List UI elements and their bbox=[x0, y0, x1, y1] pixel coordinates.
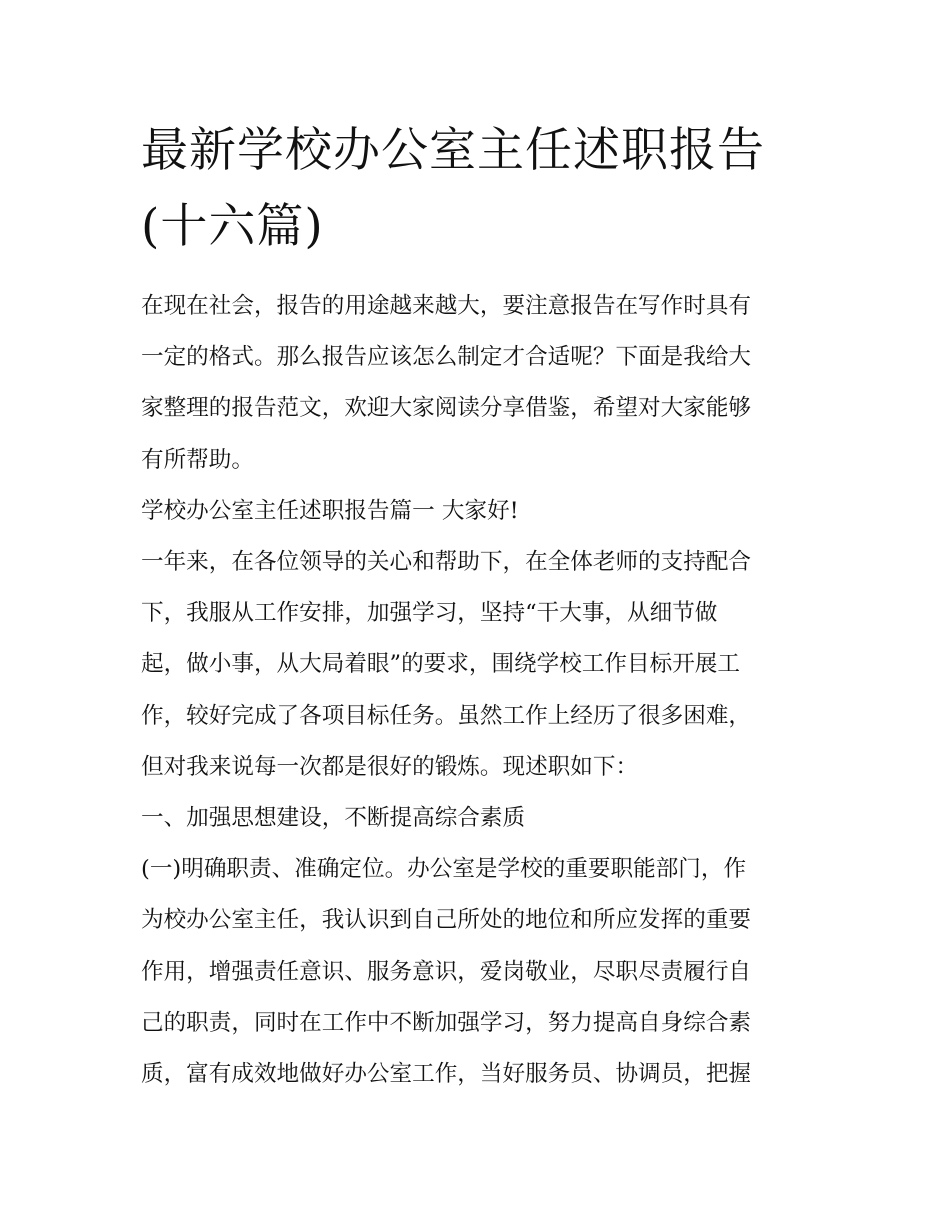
body-line: 但对我来说每一次都是很好的锻炼。现述职如下： bbox=[141, 753, 639, 780]
title-line-1: 最新学校办公室主任述职报告 bbox=[141, 123, 765, 178]
body-line: 作用，增强责任意识、服务意识，爱岗敬业，尽职尽责履行自 bbox=[141, 958, 752, 985]
document-body bbox=[141, 281, 813, 1100]
document-content bbox=[141, 113, 813, 1100]
body-line: 起，做小事，从大局着眼”的要求，围绕学校工作目标开展工 bbox=[141, 651, 740, 678]
section-heading-line: 学校办公室主任述职报告篇一 大家好! bbox=[141, 497, 519, 524]
body-line: 一年来，在各位领导的关心和帮助下，在全体老师的支持配合 bbox=[141, 549, 752, 576]
body-line: 下，我服从工作安排，加强学习，坚持“干大事，从细节做 bbox=[141, 600, 718, 627]
body-line: 质，富有成效地做好办公室工作，当好服务员、协调员，把握 bbox=[141, 1061, 752, 1088]
intro-line: 一定的格式。那么报告应该怎么制定才合适呢？下面是我给大 bbox=[141, 344, 752, 371]
body-line: 己的职责，同时在工作中不断加强学习，努力提高自身综合素 bbox=[141, 1009, 752, 1036]
intro-line: 有所帮助。 bbox=[141, 446, 254, 473]
subheading-line: 一、加强思想建设，不断提高综合素质 bbox=[141, 805, 526, 832]
document-title bbox=[141, 113, 813, 265]
body-line: 为校办公室主任，我认识到自己所处的地位和所应发挥的重要 bbox=[141, 907, 752, 934]
title-line-2: (十六篇) bbox=[141, 199, 324, 254]
body-line: 作，较好完成了各项目标任务。虽然工作上经历了很多困难， bbox=[141, 702, 752, 729]
intro-line: 在现在社会，报告的用途越来越大，要注意报告在写作时具有 bbox=[141, 293, 752, 319]
body-line: (一)明确职责、准确定位。办公室是学校的重要职能部门，作 bbox=[141, 856, 747, 883]
intro-line: 家整理的报告范文，欢迎大家阅读分享借鉴，希望对大家能够 bbox=[141, 395, 752, 422]
